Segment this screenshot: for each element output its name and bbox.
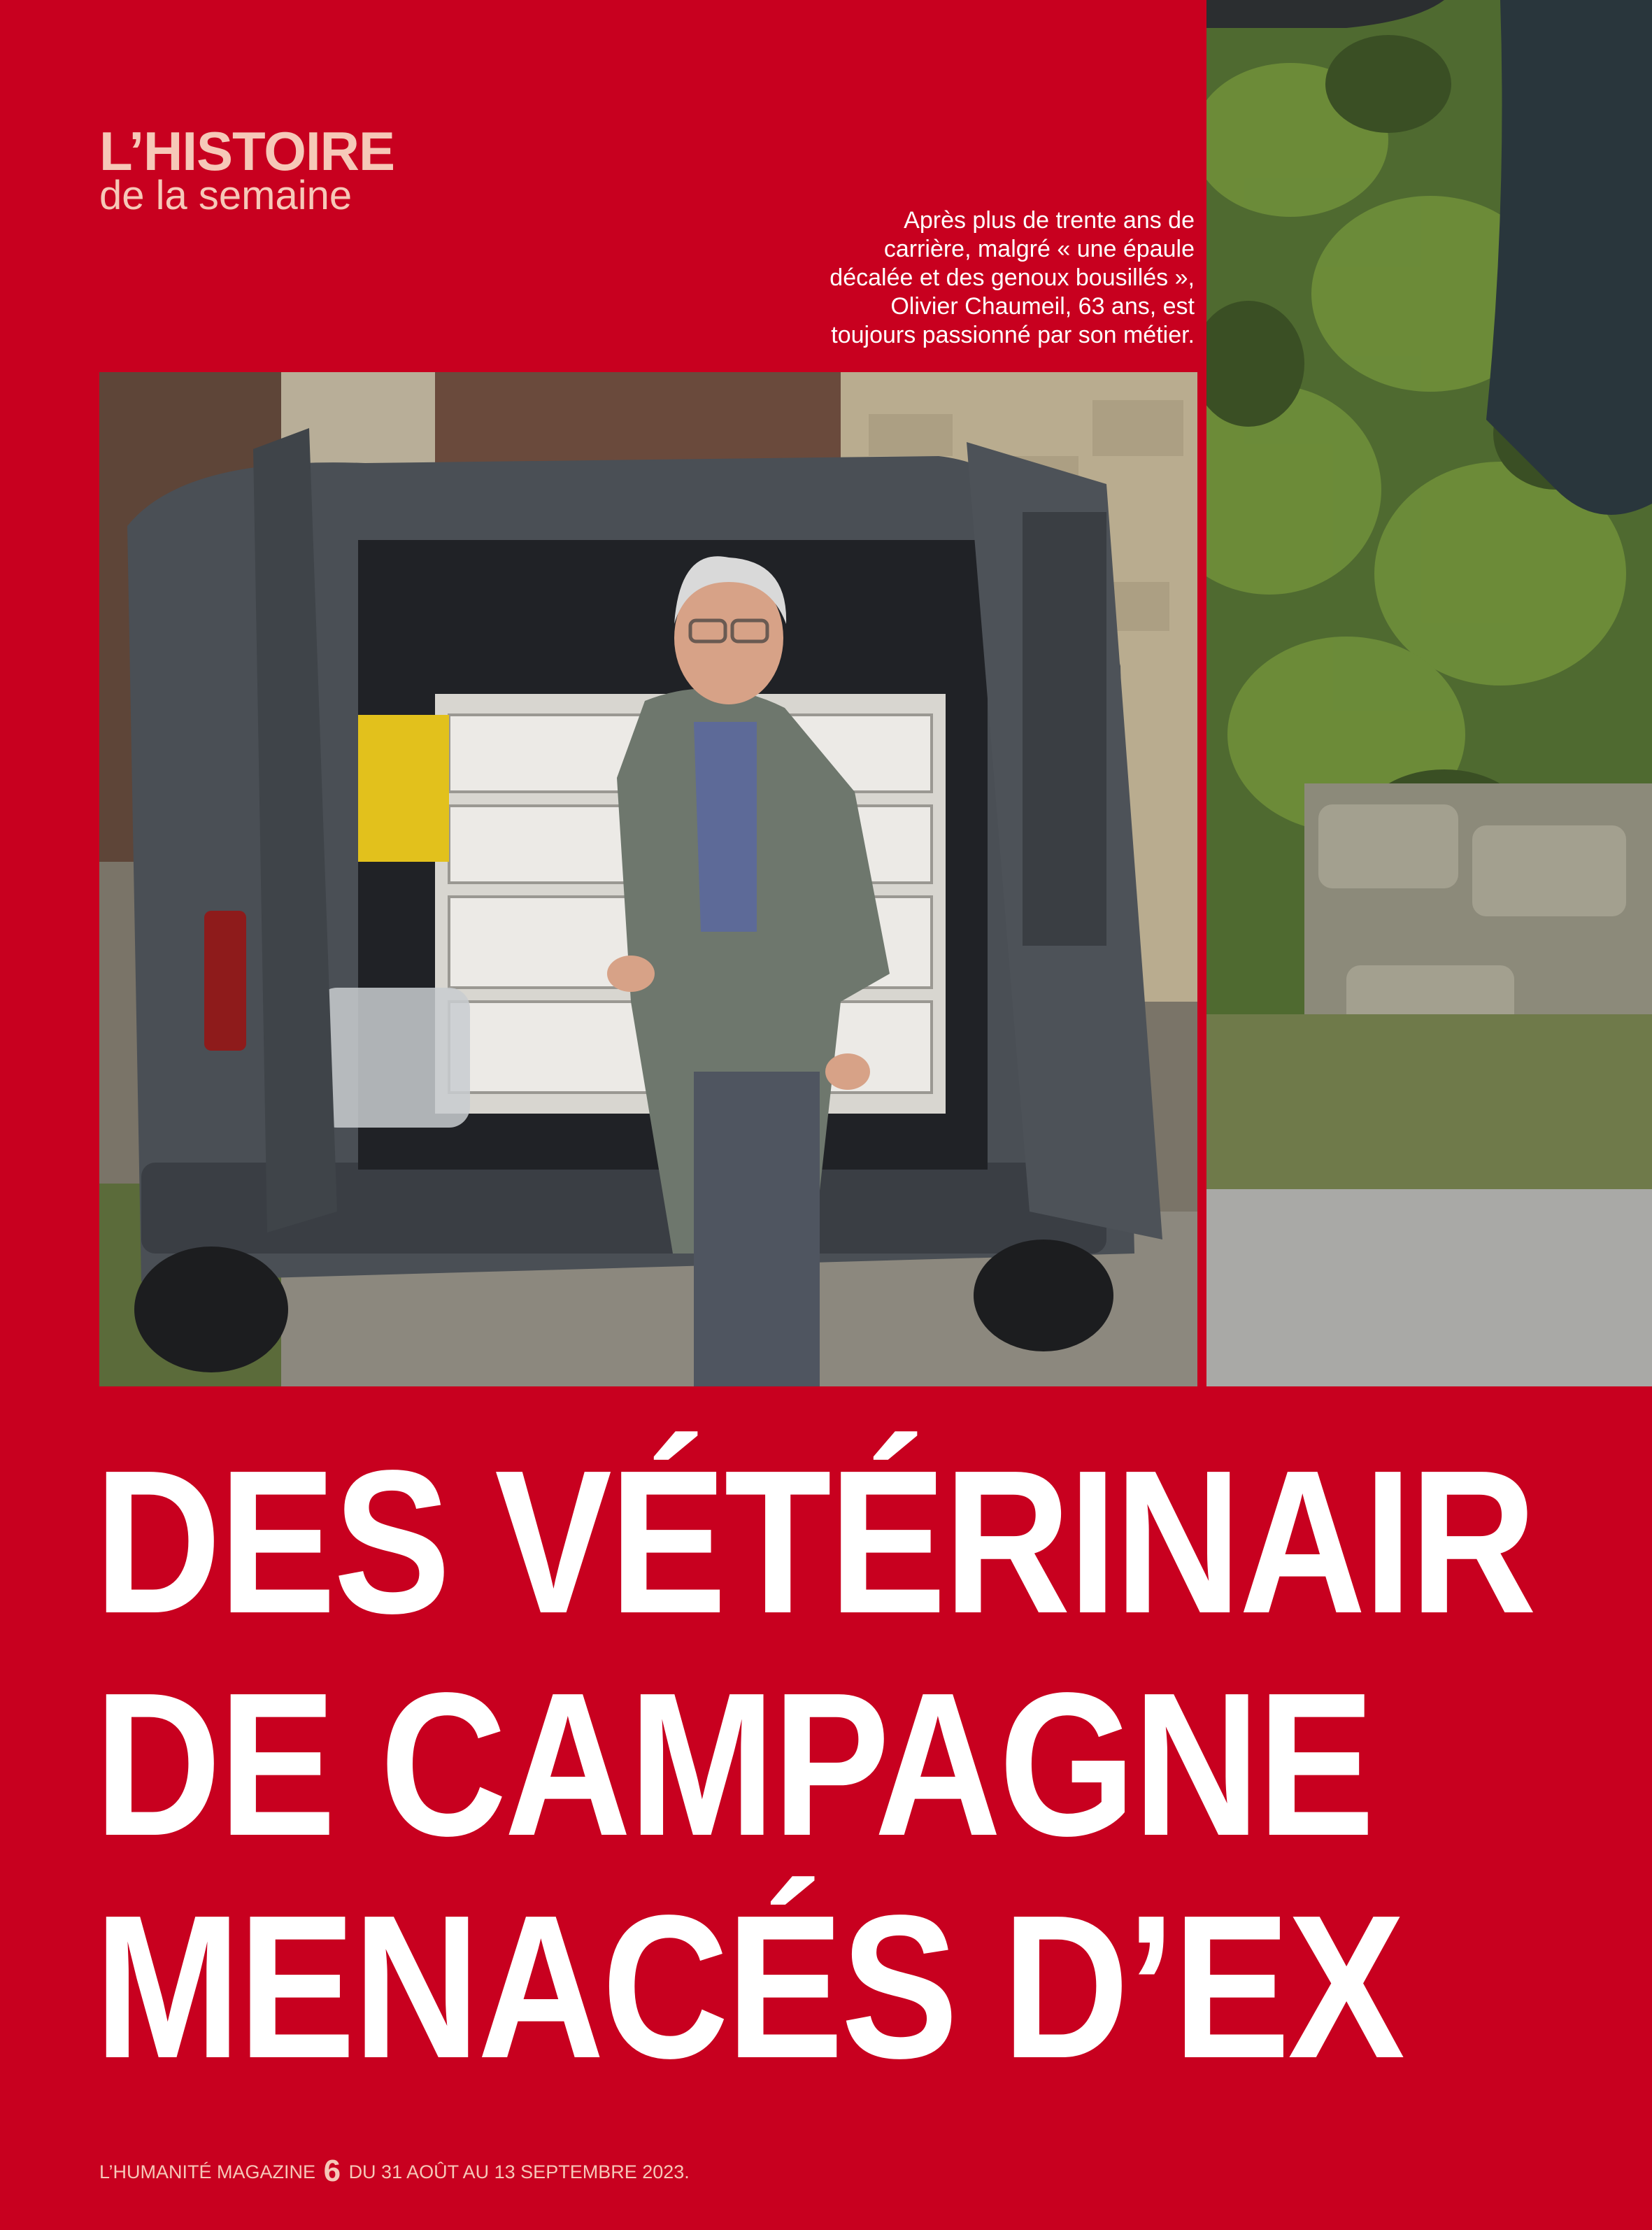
- headline-line-2: DE CAMPAGNE: [94, 1650, 1373, 1878]
- photo-caption: [769, 206, 1195, 350]
- foliage-illustration: [1206, 0, 1652, 1386]
- page-footer: [99, 2154, 690, 2188]
- kicker-subtitle: de la semaine: [99, 173, 353, 218]
- vet-van-illustration: [99, 372, 1197, 1386]
- caption-line: Après plus de trente ans de: [904, 207, 1195, 234]
- caption-line: décalée et des genoux bousillés »,: [829, 264, 1195, 291]
- caption-line: toujours passionné par son métier.: [831, 322, 1195, 348]
- publication-name: L’HUMANITÉ MAGAZINE: [99, 2161, 316, 2182]
- issue-dates: DU 31 AOÛT AU 13 SEPTEMBRE 2023.: [348, 2161, 690, 2182]
- headline: [94, 1428, 1534, 2101]
- main-photo: [99, 372, 1197, 1386]
- section-kicker: [99, 120, 394, 218]
- headline-line-3: MENACÉS D’EX: [94, 1873, 1403, 2101]
- caption-line: Olivier Chaumeil, 63 ans, est: [890, 293, 1195, 320]
- kicker-title: L’HISTOIRE: [99, 120, 394, 182]
- page-number: 6: [323, 2154, 341, 2188]
- side-photo: [1206, 0, 1652, 1386]
- headline-line-1: DES VÉTÉRINAIR: [94, 1428, 1534, 1656]
- caption-line: carrière, malgré « une épaule: [883, 236, 1195, 262]
